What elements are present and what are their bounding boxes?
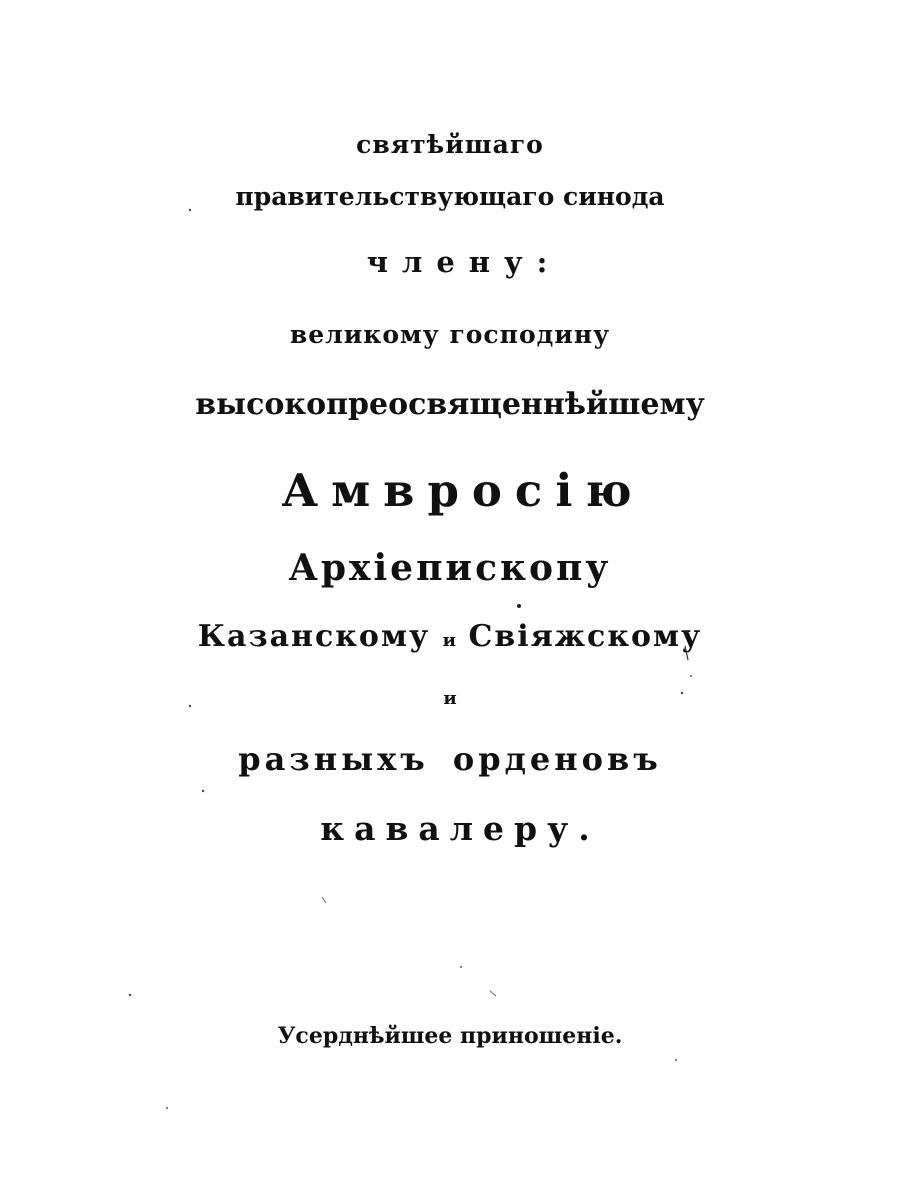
speck (189, 209, 191, 211)
speck (322, 897, 326, 903)
sviyazhsk-text: Свіяжскому (468, 619, 703, 654)
kazan-text: Казанскому (197, 619, 431, 654)
conjunction-line: и (443, 688, 457, 709)
speck (675, 1059, 677, 1061)
speck (129, 994, 131, 996)
orders-text: орденовъ (452, 740, 662, 778)
heading-member: члену: (366, 245, 562, 279)
heading-most-reverend: высокопреосвященнѣйшему (195, 387, 705, 422)
speck (490, 991, 496, 996)
conjunction-and: и (442, 630, 457, 651)
dedication-line: Усерднѣйшее приношеніе. (277, 1023, 623, 1049)
speck (685, 646, 688, 660)
heading-archbishop: Архіепископу (288, 547, 612, 589)
heading-cavalier: кавалеру. (320, 809, 600, 848)
heading-great-lord: великому господину (289, 320, 611, 349)
heading-ambrose: Амвросію (281, 464, 645, 517)
speck (189, 705, 191, 707)
speck (166, 1107, 168, 1109)
speck (202, 790, 204, 792)
speck (517, 604, 521, 608)
heading-governing-synod: правительствующаго синода (235, 182, 665, 211)
speck (681, 692, 683, 694)
speck (460, 966, 462, 968)
heading-holiest: святѣйшаго (356, 130, 544, 159)
speck (690, 675, 692, 677)
various-text: разныхъ (238, 740, 429, 778)
